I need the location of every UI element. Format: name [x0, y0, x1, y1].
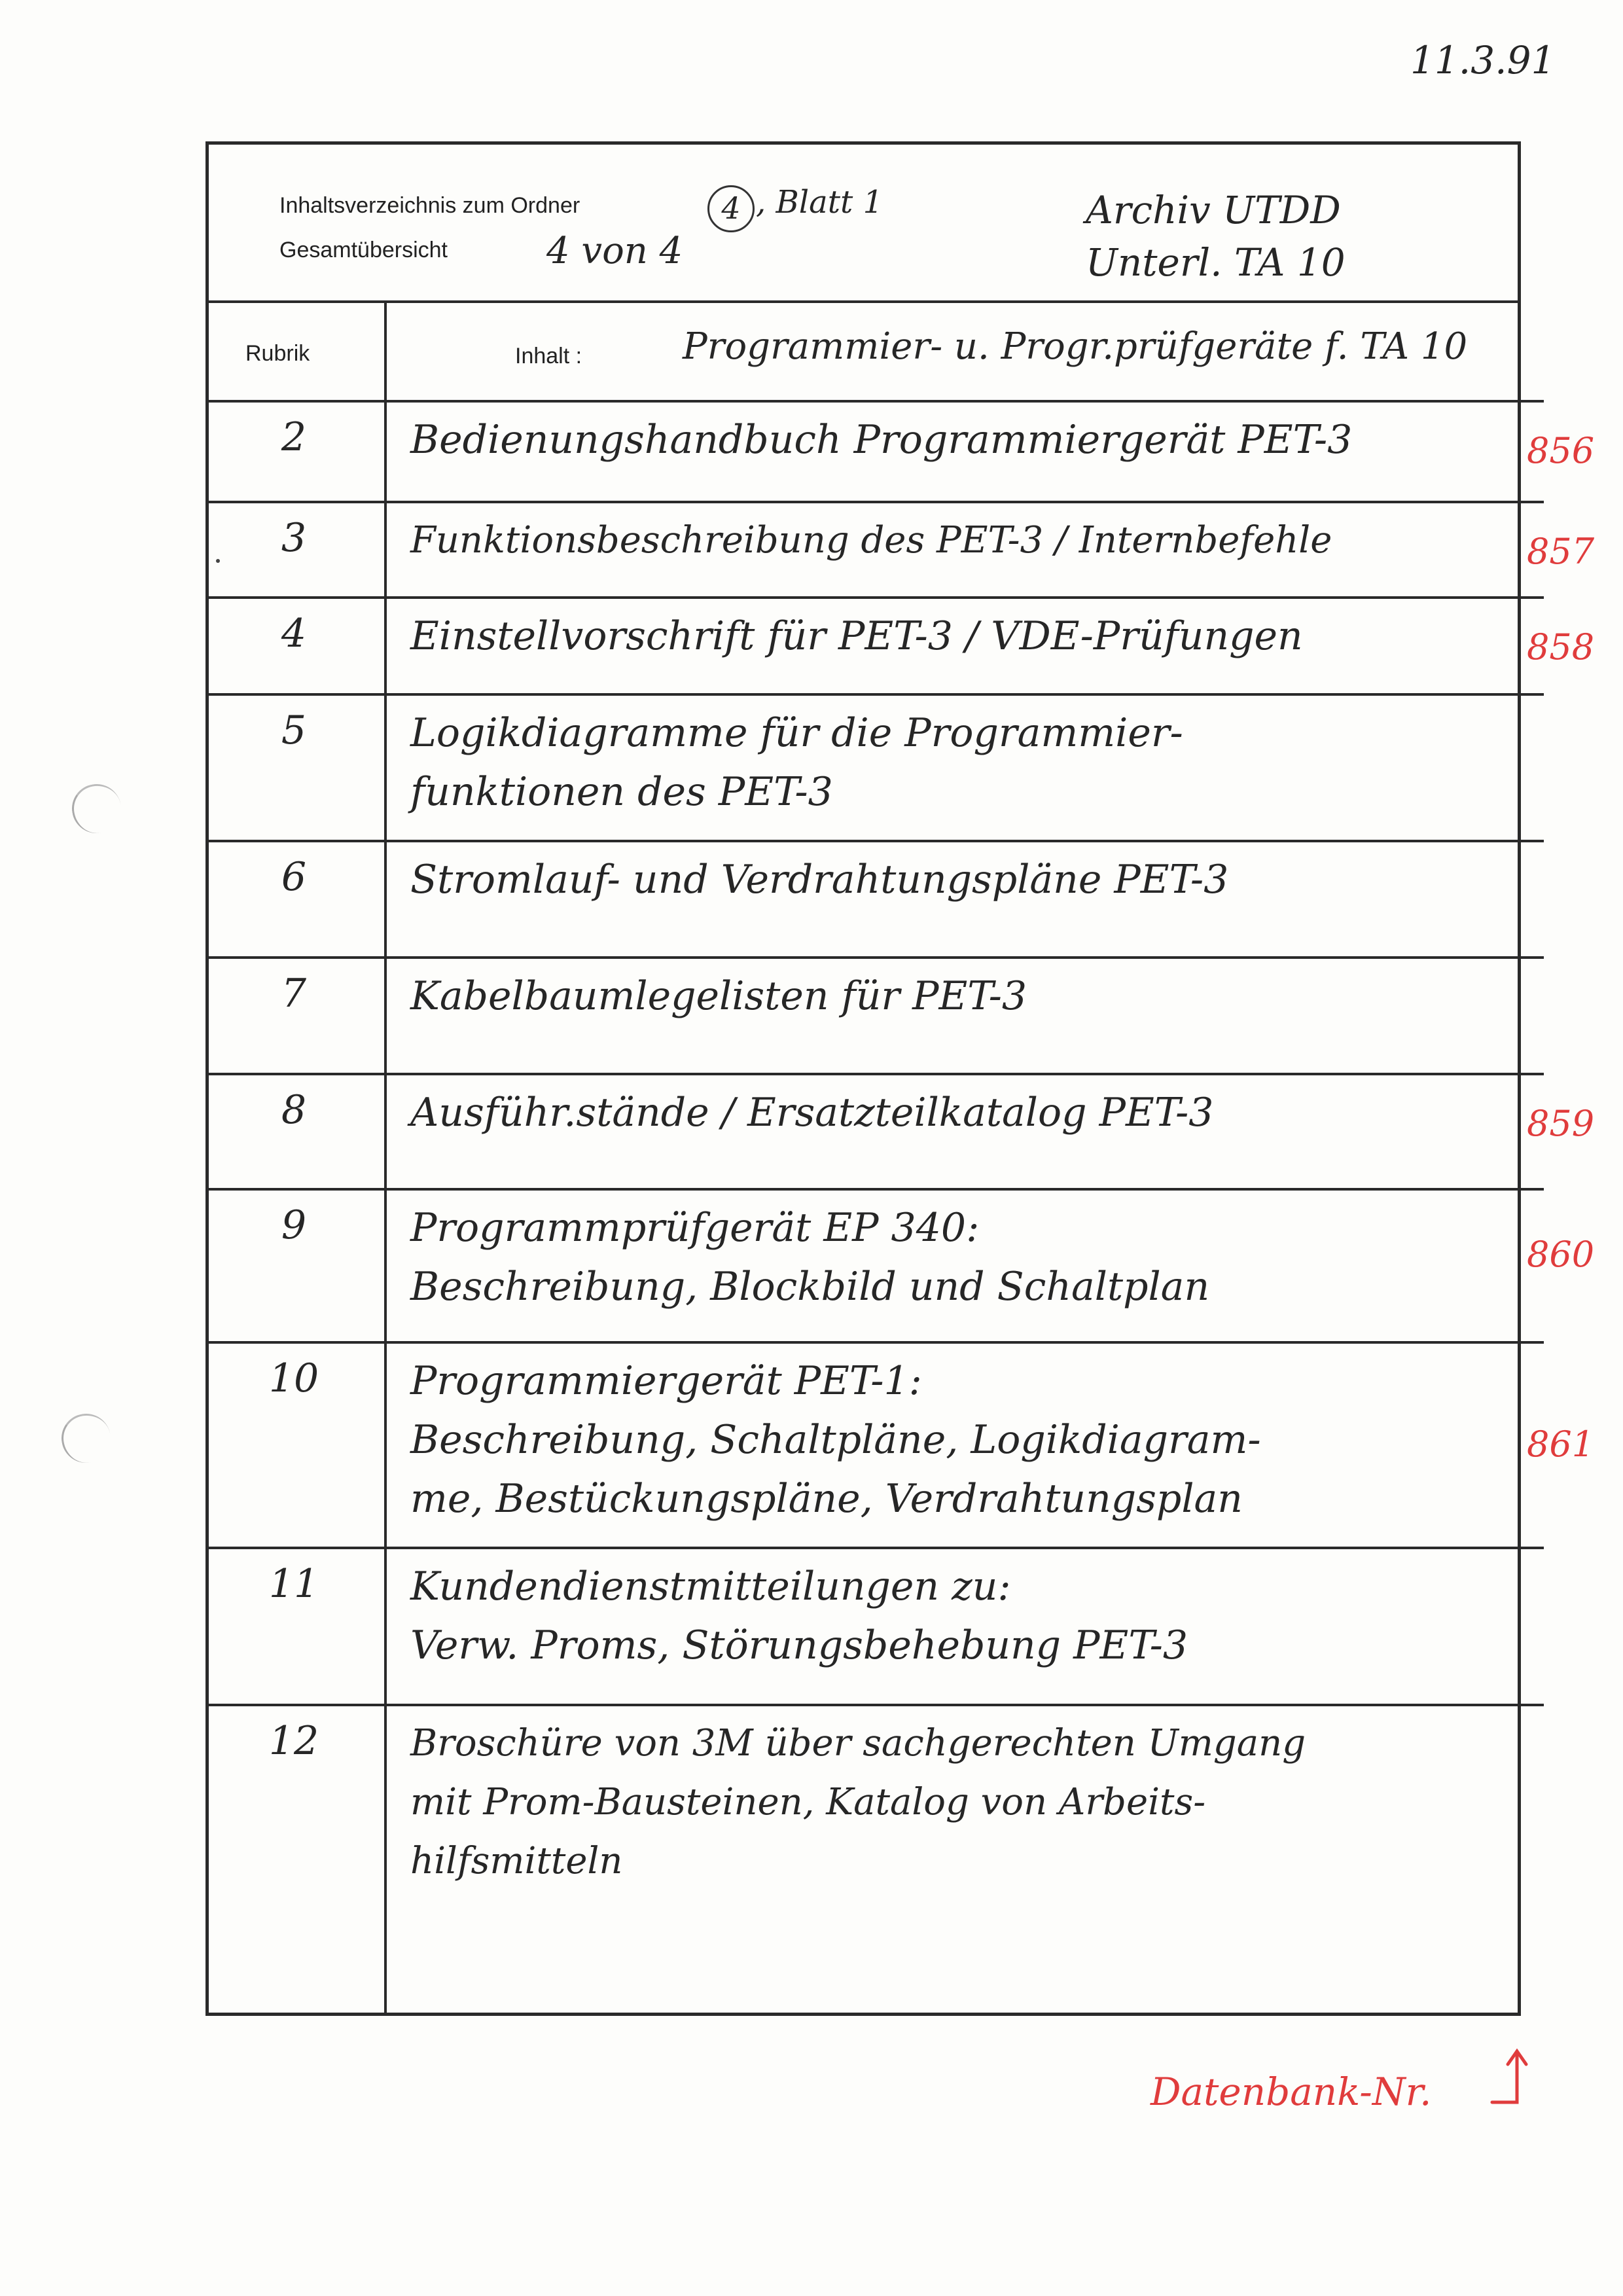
- list-item: [209, 840, 1518, 956]
- rubrik-number: 4: [281, 611, 307, 656]
- rubrik-number: 11: [268, 1561, 319, 1607]
- list-item: [209, 1188, 1595, 1341]
- sheet-number: , Blatt 1: [756, 184, 883, 221]
- list-item: [209, 956, 1518, 1073]
- list-item: [209, 693, 1518, 840]
- rubrik-number: 7: [281, 971, 307, 1016]
- entry-text: Funktionsbeschreibung des PET-3 / Internbefehle: [410, 519, 1332, 562]
- entry-text: Programmprüfgerät EP 340: Beschreibung, Blockbild und Schaltplan: [410, 1205, 1210, 1310]
- rubrik-number: 10: [268, 1355, 319, 1401]
- rubrik-number: 6: [281, 854, 307, 900]
- entry-text: Einstellvorschrift für PET-3 / VDE-Prüfungen: [410, 613, 1303, 659]
- entry-text: Kabelbaumlegelisten für PET-3: [410, 973, 1027, 1019]
- rubrik-column-label: Rubrik: [245, 341, 310, 366]
- list-item: [209, 1073, 1595, 1188]
- toc-label: Inhaltsverzeichnis zum Ordner: [279, 193, 580, 218]
- unterlagen-label: Unterl. TA 10: [1086, 240, 1346, 285]
- list-item: [209, 501, 1595, 596]
- database-number: 857: [1527, 531, 1595, 572]
- entry-text: Kundendienstmitteilungen zu: Verw. Proms, Störungsbehebung PET-3: [410, 1564, 1188, 1668]
- list-item: [209, 1704, 1518, 2011]
- punch-hole-upper: [68, 780, 125, 837]
- list-item: [209, 1341, 1595, 1547]
- folder-number: 4: [707, 185, 755, 232]
- date: 11.3.91: [1410, 38, 1556, 82]
- rubrik-number: 9: [281, 1202, 307, 1248]
- archive-label: Archiv UTDD: [1086, 188, 1341, 232]
- rubrik-number: 12: [268, 1718, 319, 1764]
- entry-text: Bedienungshandbuch Programmiergerät PET-3: [410, 417, 1353, 463]
- rubrik-number: 5: [281, 708, 307, 753]
- database-number: 856: [1527, 430, 1595, 471]
- entry-text: Logikdiagramme für die Programmier- funktionen des PET-3: [410, 710, 1183, 815]
- overview-label: Gesamtübersicht: [279, 238, 448, 262]
- list-item: [209, 596, 1595, 693]
- list-item: [209, 1547, 1518, 1704]
- rubrik-number: 2: [281, 414, 307, 460]
- entry-text: Broschüre von 3M über sachgerechten Umgang mit Prom-Bausteinen, Katalog von Arbeits- hilfsmitteln: [410, 1722, 1306, 1882]
- arrow-up-icon: [1486, 2042, 1531, 2114]
- database-number-note: Datenbank-Nr.: [1150, 2070, 1432, 2114]
- punch-hole-lower: [58, 1410, 115, 1467]
- entry-text: Stromlauf- und Verdrahtungspläne PET-3: [410, 857, 1229, 903]
- database-number: 860: [1527, 1234, 1595, 1275]
- rubrik-number: 3: [281, 515, 307, 561]
- inhalt-column-label: Inhalt :: [515, 344, 582, 368]
- index-form: [205, 141, 1595, 2016]
- volume-count: 4 von 4: [546, 230, 683, 272]
- entry-text: Ausführ.stände / Ersatzteilkatalog PET-3: [410, 1090, 1214, 1136]
- rubrik-number: 8: [281, 1087, 307, 1133]
- database-number: 861: [1527, 1424, 1595, 1465]
- inhalt-value: Programmier- u. Progr.prüfgeräte f. TA 10: [683, 325, 1468, 368]
- entry-text: Programmiergerät PET-1: Beschreibung, Schaltpläne, Logikdiagram- me, Bestückungspläne, Verdrahtungsplan: [410, 1358, 1261, 1522]
- form-header: [209, 145, 1518, 303]
- database-number: 859: [1527, 1103, 1595, 1144]
- list-item: [209, 400, 1595, 501]
- column-header: [209, 303, 1518, 400]
- database-number: 858: [1527, 626, 1595, 668]
